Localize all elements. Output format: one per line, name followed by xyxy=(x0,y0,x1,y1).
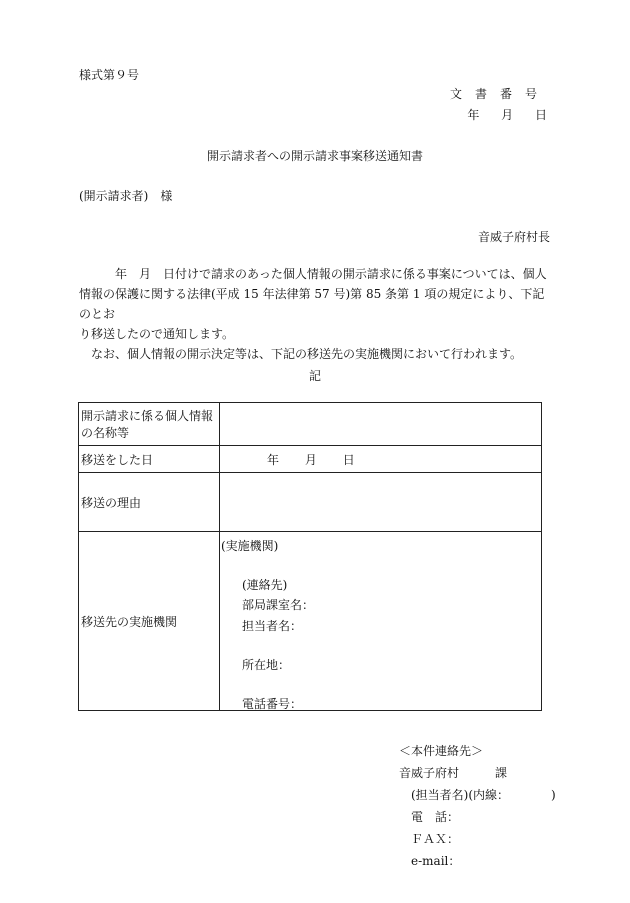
transfer-reason-value xyxy=(220,473,542,532)
label-line: の名称等 xyxy=(81,426,130,440)
ki-heading: 記 xyxy=(308,369,321,383)
document-title: 開示請求者への開示請求事案移送通知書 xyxy=(206,149,423,163)
table-row xyxy=(79,532,542,711)
info-table xyxy=(78,402,542,711)
body-line-1: 年 月 日付けで請求のあった個人情報の開示請求に係る事案については、個人 xyxy=(79,267,547,281)
body-line-4: なお、個人情報の開示決定等は、下記の移送先の実施機関において行われます。 xyxy=(79,347,523,361)
person-label: 担当者名： xyxy=(242,619,303,633)
receiving-agency-value xyxy=(220,532,542,711)
agency-details xyxy=(220,532,541,710)
day-label: 日 xyxy=(342,452,355,467)
year-label: 年 xyxy=(267,452,280,467)
body-line-3: り移送したので通知します。 xyxy=(79,327,235,341)
transfer-reason-label: 移送の理由 xyxy=(79,473,220,532)
contact-tel: 電 話： xyxy=(399,810,460,824)
body-line-2: 情報の保護に関する法律(平成 15 年法律第 57 号)第 85 条第 1 項の規定により、下記のとお xyxy=(79,287,545,321)
document-number-label: 文書番号 xyxy=(449,87,550,101)
personal-info-name-value xyxy=(220,403,542,446)
receiving-agency-label: 移送先の実施機関 xyxy=(79,532,220,711)
dept-label: 部局課室名： xyxy=(242,598,315,612)
contact-person: (担当者名)(内線： ) xyxy=(399,788,556,802)
issuer: 音威子府村長 xyxy=(477,230,550,244)
addressee: (開示請求者) 様 xyxy=(79,189,173,203)
contact-block xyxy=(399,740,556,872)
transfer-date-label: 移送をした日 xyxy=(79,446,220,473)
phone-label: 電話番号： xyxy=(242,697,303,711)
transfer-date-value xyxy=(220,446,542,473)
contact-fax: ＦＡＸ： xyxy=(399,832,460,846)
table-row xyxy=(79,473,542,532)
agency-header: (実施機関) xyxy=(221,539,279,553)
table-row xyxy=(79,446,542,473)
body-text xyxy=(79,264,553,364)
address-label: 所在地： xyxy=(242,658,291,672)
contact-email: e-mail： xyxy=(399,854,461,868)
label-line: 開示請求に係る個人情報 xyxy=(81,409,214,423)
document-date-label: 年 月 日 xyxy=(467,108,550,122)
form-number: 様式第９号 xyxy=(79,68,140,82)
contact-village: 音威子府村 課 xyxy=(399,766,508,780)
month-label: 月 xyxy=(304,452,317,467)
table-row xyxy=(79,403,542,446)
contact-header: (連絡先) xyxy=(242,578,288,592)
contact-header: ＜本件連絡先＞ xyxy=(399,744,484,758)
personal-info-name-label xyxy=(79,403,220,446)
